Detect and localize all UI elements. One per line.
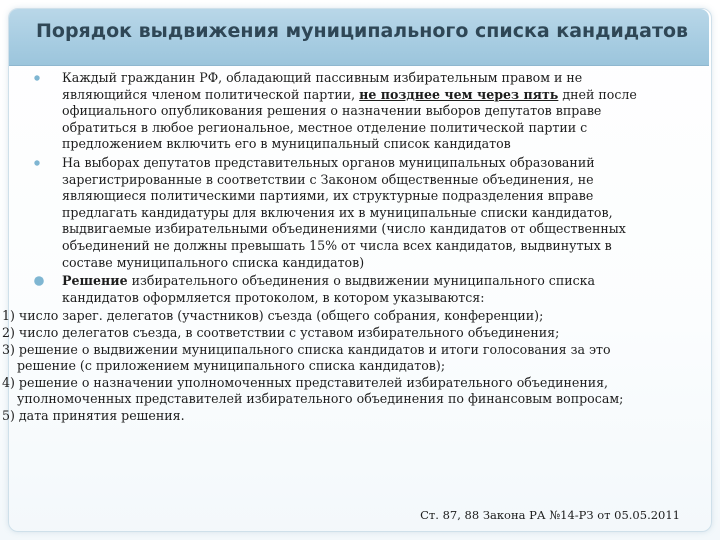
bullet-2 xyxy=(40,155,665,271)
bullet-1-text-after: дней после официального опубликования решения о назначении выборов депутатов вправе обратиться в любое региональное, местное отделение политической партии с предложением включить его в муниципальный список кандидатов xyxy=(62,86,637,152)
bullet-1-emphasis: не позднее чем через пять xyxy=(359,86,559,102)
bullet-1 xyxy=(40,70,665,153)
bullet-2-text: На выборах депутатов представительных органов муниципальных образований зарегистрированные в соответствии с Законом общественные объединения, не являющиеся политическими партиями, их структурные подразделения вправе предлагать кандидатуры для включения их в муниципальные списки кандидатов, выдвигаемые избирательными объединениями (число кандидатов от общественных объединений не должны превышать 15% от числа всех кандидатов, выдвинутых в составе муниципального списка кандидатов) xyxy=(62,154,626,270)
bullet-icon xyxy=(34,75,40,81)
numbered-item-1: 1) число зарег. делегатов (участников) съезда (общего собрания, конференции); xyxy=(2,308,544,324)
bullet-icon xyxy=(34,276,44,286)
slide-content xyxy=(2,70,665,424)
numbered-item-3: 3) решение о выдвижении муниципального списка кандидатов и итоги голосования за это решение (с приложением муниципального списка кандидатов); xyxy=(2,341,611,374)
bullet-icon xyxy=(34,160,40,166)
bullet-3-bold: Решение xyxy=(62,273,128,289)
numbered-list xyxy=(0,308,665,424)
numbered-item-4: 4) решение о назначении уполномоченных представителей избирательного объединения, уполномоченных представителей избирательного объединения по финансовым вопросам; xyxy=(2,374,624,407)
slide-title: Порядок выдвижения муниципального списка кандидатов xyxy=(36,20,689,42)
numbered-item-5: 5) дата принятия решения. xyxy=(2,407,185,423)
bullet-1-text-before: Каждый гражданин РФ, обладающий пассивным избирательным правом и не являющийся членом политической партии, xyxy=(62,70,583,102)
bullet-3-text: избирательного объединения о выдвижении муниципального списка кандидатов оформляется протоколом, в котором указываются: xyxy=(62,273,596,305)
footer-source: Ст. 87, 88 Закона РА №14-РЗ от 05.05.2011 xyxy=(420,508,680,522)
bullet-3 xyxy=(40,273,665,306)
numbered-item-2: 2) число делегатов съезда, в соответствии с уставом избирательного объединения; xyxy=(2,324,560,340)
